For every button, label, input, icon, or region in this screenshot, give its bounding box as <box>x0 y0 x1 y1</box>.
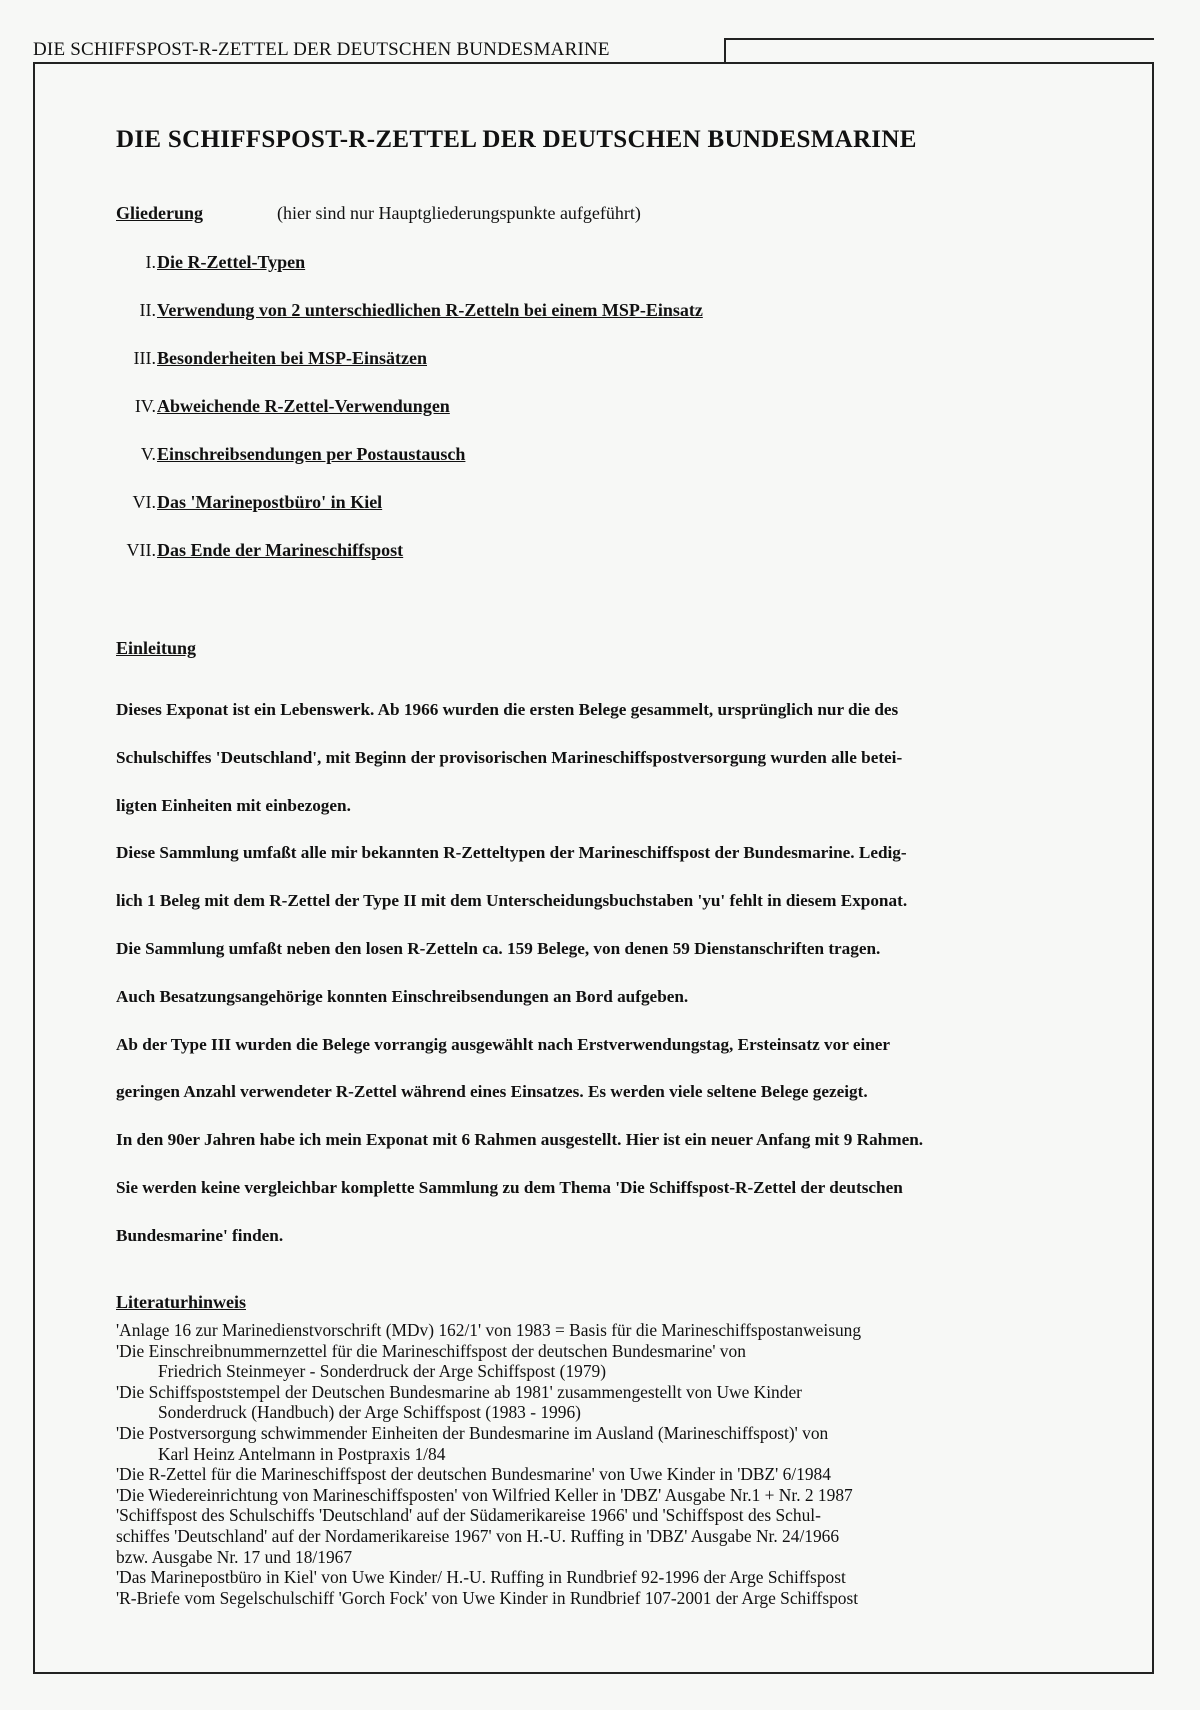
toc-number: VI. <box>132 492 156 512</box>
gliederung-note: (hier sind nur Hauptgliederungspunkte aufgeführt) <box>277 203 641 223</box>
einleitung-body <box>116 686 1076 1260</box>
toc-item <box>116 444 1016 492</box>
toc-item <box>116 252 1016 300</box>
toc-number: I. <box>145 252 156 272</box>
toc-number: IV. <box>134 396 156 416</box>
einleitung-line: Dieses Exponat ist ein Lebenswerk. Ab 1966 wurden die ersten Belege gesammelt, ursprünglich nur die des <box>116 700 899 719</box>
einleitung-line: ligten Einheiten mit einbezogen. <box>116 795 351 815</box>
einleitung-heading: Einleitung <box>116 638 197 658</box>
einleitung-line: Schulschiffes 'Deutschland', mit Beginn der provisorischen Marineschiffspostversorgung wurden alle betei- <box>116 747 903 767</box>
toc-title: Abweichende R-Zettel-Verwendungen <box>157 396 450 416</box>
einleitung-line: Ab der Type III wurden die Belege vorrangig ausgewählt nach Erstverwendungstag, Ersteinsatz vor einer <box>116 1034 891 1054</box>
toc-title: Das Ende der Marineschiffspost <box>157 540 404 560</box>
gliederung-heading: Gliederung <box>116 203 204 223</box>
einleitung-line: lich 1 Beleg mit dem R-Zettel der Type II mit dem Unterscheidungsbuchstaben 'yu' fehlt in diesem Exponat. <box>116 891 908 911</box>
table-of-contents <box>116 252 1016 588</box>
einleitung-line: Bundesmarine' finden. <box>116 1225 284 1245</box>
toc-number: V. <box>140 444 156 464</box>
einleitung-line: geringen Anzahl verwendeter R-Zettel während eines Einsatzes. Es werden viele seltene Belege gezeigt. <box>116 1082 868 1102</box>
einleitung-line: Auch Besatzungsangehörige konnten Einschreibsendungen an Bord aufgeben. <box>116 986 689 1006</box>
literatur-entry: 'R-Briefe vom Segelschulschiff 'Gorch Fock' von Uwe Kinder in Rundbrief 107-2001 der Arge Schiffspost <box>116 1587 859 1608</box>
toc-title: Die R-Zettel-Typen <box>157 252 306 272</box>
toc-number: VII. <box>126 540 156 560</box>
toc-number: III. <box>133 348 156 368</box>
literatur-entry: 'Die Schiffspoststempel der Deutschen Bundesmarine ab 1981' zusammengestellt von Uwe Kinder <box>116 1381 802 1402</box>
gliederung-header <box>116 203 641 224</box>
header-divider <box>724 38 1154 40</box>
literatur-list <box>116 1320 1126 1608</box>
toc-title: Das 'Marinepostbüro' in Kiel <box>157 492 383 512</box>
literatur-entry: 'Schiffspost des Schulschiffs 'Deutschland' auf der Südamerikareise 1966' und 'Schiffspost des Schul- <box>116 1505 821 1526</box>
literatur-entry: 'Das Marinepostbüro in Kiel' von Uwe Kinder/ H.-U. Ruffing in Rundbrief 92-1996 der Arge Schiffspost <box>116 1567 846 1588</box>
literatur-heading: Literaturhinweis <box>116 1292 246 1312</box>
literatur-entry: 'Anlage 16 zur Marinedienstvorschrift (MDv) 162/1' von 1983 = Basis für die Marineschiffspostanweisung <box>116 1320 862 1340</box>
header-notch <box>724 38 726 64</box>
toc-item <box>116 396 1016 444</box>
einleitung-line: Diese Sammlung umfaßt alle mir bekannten R-Zetteltypen der Marineschiffspost der Bundesmarine. Ledig- <box>116 843 907 863</box>
literatur-entry: 'Die Einschreibnummernzettel für die Marineschiffspost der deutschen Bundesmarine' von <box>116 1340 746 1361</box>
toc-item <box>116 540 1016 588</box>
literatur-entry: 'Die Wiedereinrichtung von Marineschiffsposten' von Wilfried Keller in 'DBZ' Ausgabe Nr.1 + Nr. 2 1987 <box>116 1484 853 1505</box>
literatur-entry: 'Die R-Zettel für die Marineschiffspost der deutschen Bundesmarine' von Uwe Kinder in 'DBZ' 6/1984 <box>116 1464 831 1485</box>
literatur-entry: Sonderdruck (Handbuch) der Arge Schiffspost (1983 - 1996) <box>158 1402 581 1423</box>
header-tab-label: DIE SCHIFFSPOST-R-ZETTEL DER DEUTSCHEN BUNDESMARINE <box>33 39 610 60</box>
literatur-entry: 'Die Postversorgung schwimmender Einheiten der Bundesmarine im Ausland (Marineschiffspost)' von <box>116 1422 829 1443</box>
toc-title: Besonderheiten bei MSP-Einsätzen <box>157 348 427 368</box>
toc-item <box>116 300 1016 348</box>
literatur-entry: Friedrich Steinmeyer - Sonderdruck der Arge Schiffspost (1979) <box>158 1361 607 1382</box>
literatur-entry: schiffes 'Deutschland' auf der Nordamerikareise 1967' von H.-U. Ruffing in 'DBZ' Ausgabe Nr. 24/1966 <box>116 1525 840 1546</box>
toc-item <box>116 492 1016 540</box>
toc-title: Einschreibsendungen per Postaustausch <box>157 444 466 464</box>
einleitung-line: Die Sammlung umfaßt neben den losen R-Zetteln ca. 159 Belege, von denen 59 Dienstanschriften tragen. <box>116 938 881 958</box>
toc-title: Verwendung von 2 unterschiedlichen R-Zetteln bei einem MSP-Einsatz <box>157 300 703 320</box>
page-title: DIE SCHIFFSPOST-R-ZETTEL DER DEUTSCHEN BUNDESMARINE <box>116 126 917 153</box>
einleitung-line: In den 90er Jahren habe ich mein Exponat mit 6 Rahmen ausgestellt. Hier ist ein neuer Anfang mit 9 Rahmen. <box>116 1130 924 1150</box>
einleitung-line: Sie werden keine vergleichbar komplette Sammlung zu dem Thema 'Die Schiffspost-R-Zettel der deutschen <box>116 1177 903 1197</box>
literatur-entry: Karl Heinz Antelmann in Postpraxis 1/84 <box>158 1443 446 1464</box>
literatur-entry: bzw. Ausgabe Nr. 17 und 18/1967 <box>116 1546 353 1567</box>
toc-item <box>116 348 1016 396</box>
toc-number: II. <box>139 300 156 320</box>
